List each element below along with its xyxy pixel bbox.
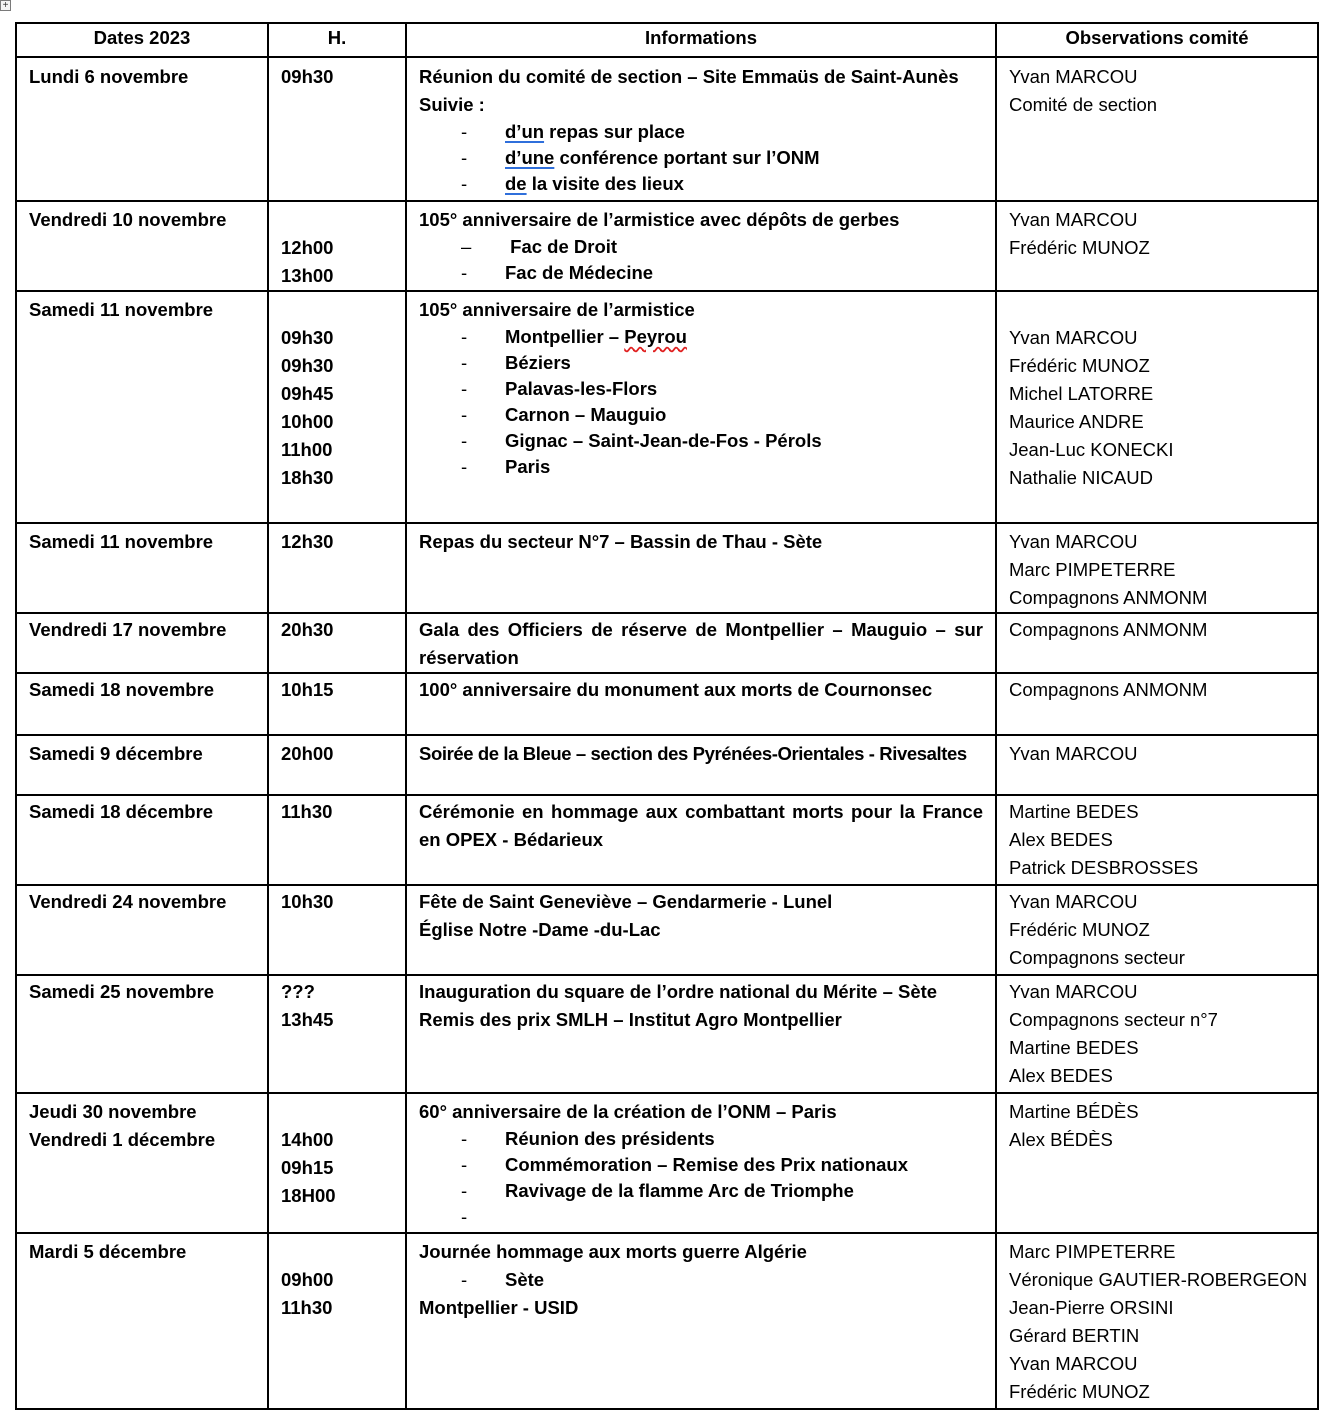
- hour-cell[interactable]: 12h30: [268, 523, 406, 613]
- date-cell[interactable]: Vendredi 10 novembre: [16, 201, 268, 291]
- observations-cell[interactable]: Yvan MARCOU Compagnons secteur n°7 Martine BEDES Alex BEDES: [996, 975, 1318, 1093]
- bullet-item: - Commémoration – Remise des Prix nationaux: [461, 1154, 909, 1175]
- bullet-item: - Fac de Médecine: [461, 262, 654, 283]
- hour-cell[interactable]: ??? 13h45: [268, 975, 406, 1093]
- info-cell[interactable]: Repas du secteur N°7 – Bassin de Thau - Sète: [406, 523, 996, 613]
- header-informations: Informations: [406, 23, 996, 57]
- spellcheck-underline: Peyrou: [624, 326, 687, 347]
- header-row: [16, 23, 1318, 57]
- observations-cell[interactable]: Yvan MARCOU Frédéric MUNOZ Compagnons secteur: [996, 885, 1318, 975]
- info-cell[interactable]: Journée hommage aux morts guerre Algérie - Sète Montpellier - USID: [406, 1233, 996, 1409]
- bullet-item: – Fac de Droit: [461, 236, 618, 257]
- table-row: [16, 975, 1318, 1093]
- bullet-item: - Béziers: [461, 352, 571, 373]
- hour-cell[interactable]: 14h00 09h15 18H00: [268, 1093, 406, 1233]
- table-row: [16, 523, 1318, 613]
- header-dates: Dates 2023: [16, 23, 268, 57]
- hour-cell[interactable]: 12h00 13h00: [268, 201, 406, 291]
- bullet-item: - Montpellier – Peyrou: [461, 326, 687, 347]
- hour-cell[interactable]: 09h30 09h30 09h45 10h00 11h00 18h30: [268, 291, 406, 523]
- table-row: [16, 1233, 1318, 1409]
- bullet-item: - Réunion des présidents: [461, 1128, 715, 1149]
- table-row: [16, 291, 1318, 523]
- agenda-table: [15, 22, 1319, 1410]
- observations-cell[interactable]: Yvan MARCOU Comité de section: [996, 57, 1318, 201]
- grammar-underline: d’une: [505, 147, 555, 168]
- hour-cell[interactable]: 09h30: [268, 57, 406, 201]
- observations-cell[interactable]: Compagnons ANMONM: [996, 673, 1318, 735]
- observations-cell[interactable]: Compagnons ANMONM: [996, 613, 1318, 673]
- bullet-item: - Ravivage de la flamme Arc de Triomphe: [461, 1180, 854, 1201]
- hour-cell[interactable]: 10h30: [268, 885, 406, 975]
- table-row: [16, 673, 1318, 735]
- bullet-item: - Gignac – Saint-Jean-de-Fos - Pérols: [461, 430, 822, 451]
- table-row: [16, 1093, 1318, 1233]
- date-cell[interactable]: Samedi 9 décembre: [16, 735, 268, 795]
- date-cell[interactable]: Vendredi 17 novembre: [16, 613, 268, 673]
- table-row: [16, 795, 1318, 885]
- observations-cell[interactable]: Marc PIMPETERRE Véronique GAUTIER-ROBERGEON Jean-Pierre ORSINI Gérard BERTIN Yvan MARCOU Frédéric MUNOZ: [996, 1233, 1318, 1409]
- info-cell[interactable]: Fête de Saint Geneviève – Gendarmerie - Lunel Église Notre -Dame -du-Lac: [406, 885, 996, 975]
- date-cell[interactable]: Samedi 11 novembre: [16, 523, 268, 613]
- observations-cell[interactable]: Yvan MARCOU Frédéric MUNOZ: [996, 201, 1318, 291]
- hour-cell[interactable]: 11h30: [268, 795, 406, 885]
- info-cell[interactable]: Réunion du comité de section – Site Emmaüs de Saint-Aunès Suivie : - d’un repas sur place - d’une conférence portant sur l’ONM - de la visite des lieux: [406, 57, 996, 201]
- table-row: [16, 613, 1318, 673]
- info-cell[interactable]: Soirée de la Bleue – section des Pyrénées-Orientales - Rivesaltes: [406, 735, 996, 795]
- bullet-item: - de la visite des lieux: [461, 173, 684, 194]
- date-cell[interactable]: Samedi 11 novembre: [16, 291, 268, 523]
- bullet-item: - Palavas-les-Flors: [461, 378, 658, 399]
- grammar-underline: de: [505, 173, 527, 194]
- header-hour: H.: [268, 23, 406, 57]
- hour-cell[interactable]: 09h00 11h30: [268, 1233, 406, 1409]
- bullet-item: - Sète: [461, 1269, 545, 1290]
- bullet-item: - Carnon – Mauguio: [461, 404, 667, 425]
- hour-cell[interactable]: 20h30: [268, 613, 406, 673]
- date-cell[interactable]: Samedi 18 décembre: [16, 795, 268, 885]
- grammar-underline: d’un: [505, 121, 545, 142]
- table-row: [16, 885, 1318, 975]
- info-cell[interactable]: Cérémonie en hommage aux combattant morts pour la France en OPEX - Bédarieux: [406, 795, 996, 885]
- info-cell[interactable]: 105° anniversaire de l’armistice - Montpellier – Peyrou - Béziers - Palavas-les-Flors - Carnon – Mauguio - Gignac – Saint-Jean-de-Fos - Pérols - Paris: [406, 291, 996, 523]
- table-row: [16, 735, 1318, 795]
- info-cell[interactable]: Inauguration du square de l’ordre national du Mérite – Sète Remis des prix SMLH – Institut Agro Montpellier: [406, 975, 996, 1093]
- date-cell[interactable]: Vendredi 24 novembre: [16, 885, 268, 975]
- info-cell[interactable]: 60° anniversaire de la création de l’ONM – Paris - Réunion des présidents - Commémoration – Remise des Prix nationaux - Ravivage de la flamme Arc de Triomphe -: [406, 1093, 996, 1233]
- observations-cell[interactable]: Yvan MARCOU Frédéric MUNOZ Michel LATORRE Maurice ANDRE Jean-Luc KONECKI Nathalie NICAUD: [996, 291, 1318, 523]
- hour-cell[interactable]: 20h00: [268, 735, 406, 795]
- bullet-item: -: [461, 1206, 468, 1227]
- hour-cell[interactable]: 10h15: [268, 673, 406, 735]
- header-observations: Observations comité: [996, 23, 1318, 57]
- table-move-handle-icon[interactable]: +: [0, 0, 11, 11]
- date-cell[interactable]: Lundi 6 novembre: [16, 57, 268, 201]
- observations-cell[interactable]: Yvan MARCOU: [996, 735, 1318, 795]
- date-cell[interactable]: Samedi 18 novembre: [16, 673, 268, 735]
- info-cell[interactable]: 100° anniversaire du monument aux morts de Cournonsec: [406, 673, 996, 735]
- date-cell[interactable]: Mardi 5 décembre: [16, 1233, 268, 1409]
- date-cell[interactable]: Samedi 25 novembre: [16, 975, 268, 1093]
- bullet-item: - d’une conférence portant sur l’ONM: [461, 147, 820, 168]
- bullet-item: - d’un repas sur place: [461, 121, 685, 142]
- observations-cell[interactable]: Martine BEDES Alex BEDES Patrick DESBROSSES: [996, 795, 1318, 885]
- observations-cell[interactable]: Martine BÉDÈS Alex BÉDÈS: [996, 1093, 1318, 1233]
- observations-cell[interactable]: Yvan MARCOU Marc PIMPETERRE Compagnons ANMONM: [996, 523, 1318, 613]
- info-cell[interactable]: 105° anniversaire de l’armistice avec dépôts de gerbes – Fac de Droit - Fac de Médecine: [406, 201, 996, 291]
- bullet-item: - Paris: [461, 456, 551, 477]
- date-cell[interactable]: Jeudi 30 novembre Vendredi 1 décembre: [16, 1093, 268, 1233]
- table-row: [16, 201, 1318, 291]
- info-cell[interactable]: Gala des Officiers de réserve de Montpellier – Mauguio – sur réservation: [406, 613, 996, 673]
- table-row: [16, 57, 1318, 201]
